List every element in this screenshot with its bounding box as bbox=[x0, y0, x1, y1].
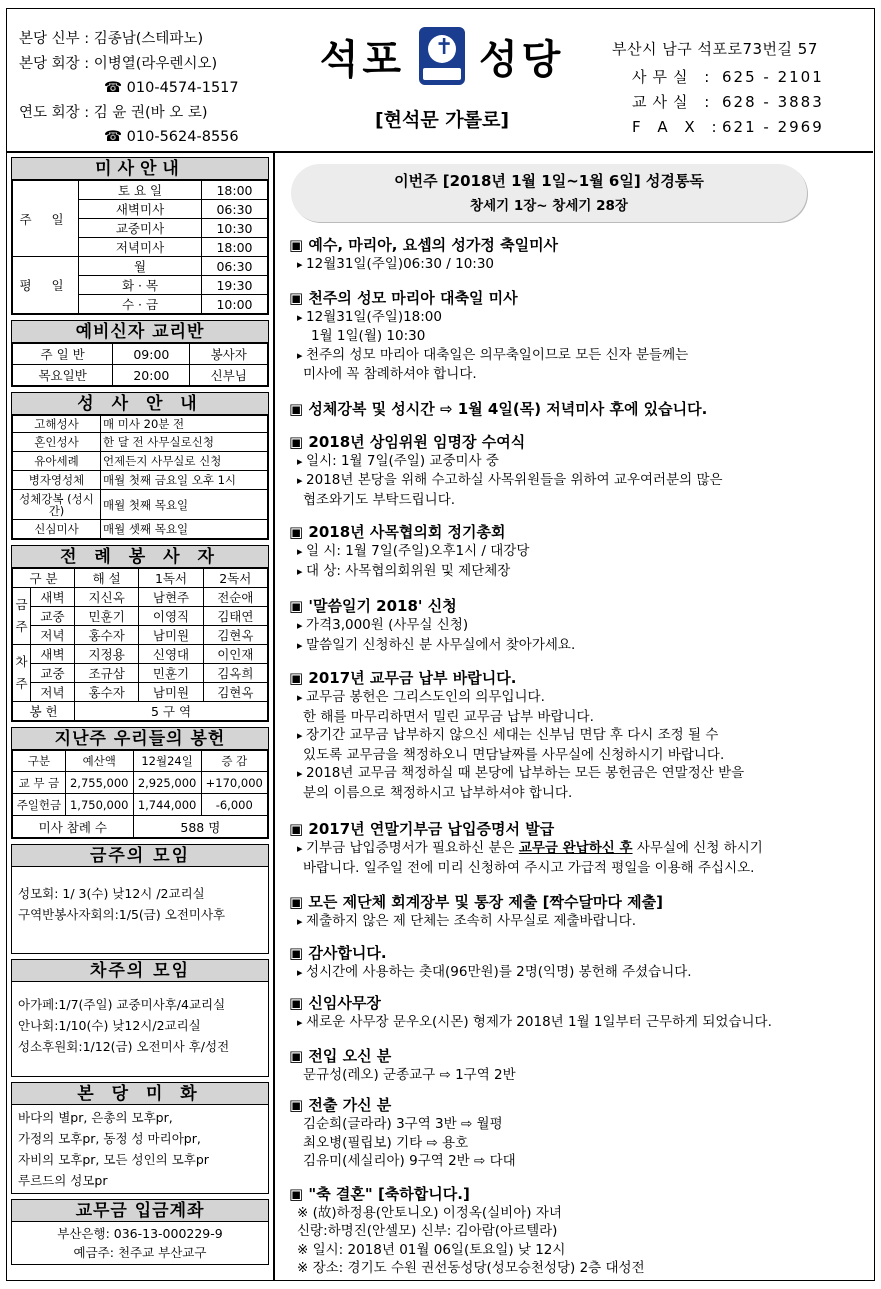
sacrament-guide bbox=[11, 392, 269, 540]
meeting-item: 안나회:1/10(수) 낮12시/2교리실 bbox=[18, 1018, 201, 1033]
this-week-meetings-title: 금주의 모임 bbox=[12, 845, 268, 867]
notice-line: ▸ 장기간 교무금 납부하지 않으신 세대는 신부님 면담 후 다시 조정 될 수 bbox=[289, 726, 874, 746]
mass-time: 06:30 bbox=[202, 200, 268, 219]
sacrament-detail: 매월 첫째 금요일 오후 1시 bbox=[101, 471, 268, 490]
mass-name: 새벽미사 bbox=[79, 200, 202, 219]
notice-line: 있도록 교무금을 책정하오니 면담날짜를 사무실에 신청하시기 바랍니다. bbox=[303, 746, 725, 763]
notice-line: ▸ 말씀일기 신청하신 분 사무실에서 찾아가세요. bbox=[289, 636, 874, 656]
offering-report bbox=[11, 727, 269, 839]
server-slot: 교중 bbox=[31, 664, 75, 683]
server-name: 남미원 bbox=[139, 683, 203, 702]
servers-head: 구 분 bbox=[13, 569, 75, 588]
notice-title: ▣ 성체강복 및 성시간 ⇨ 1월 4일(목) 저녁미사 후에 있습니다. bbox=[289, 398, 874, 419]
mass-name: 수 · 금 bbox=[79, 295, 202, 314]
account-holder: 예금주: 천주교 부산교구 bbox=[73, 1245, 207, 1260]
notice-line: 미사에 꼭 참례하셔야 합니다. bbox=[303, 366, 477, 382]
notice-section bbox=[289, 595, 874, 655]
notice-section bbox=[289, 431, 874, 510]
notice-title: ▣ 신임사무장 bbox=[289, 992, 874, 1013]
notice-title: ▣ 감사합니다. bbox=[289, 942, 874, 963]
mass-name: 교중미사 bbox=[79, 219, 202, 238]
notice-title: ▣ 2018년 사목협의회 정기총회 bbox=[289, 521, 874, 542]
offering-actual: 1,744,000 bbox=[133, 794, 201, 816]
notice-section bbox=[289, 521, 874, 581]
notice-title: ▣ 모든 제단체 회계장부 및 통장 제출 [짝수달마다 제출] bbox=[289, 891, 874, 912]
server-name: 이영직 bbox=[139, 607, 203, 626]
server-slot: 새벽 bbox=[31, 645, 75, 664]
notice-section bbox=[289, 398, 874, 419]
notice-line: ▸ 가격3,000원 (사무실 신청) bbox=[289, 616, 874, 636]
mass-name: 화 · 목 bbox=[79, 276, 202, 295]
this-week-meetings bbox=[11, 844, 269, 954]
sacrament-name: 병자영성체 bbox=[13, 471, 101, 490]
sacrament-title: 성 사 안 내 bbox=[12, 393, 268, 415]
notice-list bbox=[289, 234, 874, 1278]
group-line: 자비의 모후pr, 모든 성인의 모후pr bbox=[18, 1152, 209, 1167]
church-name-b: 성당 bbox=[479, 36, 565, 83]
group-line: 루르드의 성모pr bbox=[18, 1173, 108, 1188]
notice-line: ▸ 2018년 본당을 위해 수고하실 사목위원들을 위하여 교우여러분의 많은 bbox=[289, 471, 874, 491]
notice-line: ▸ 12월31일(주일)06:30 / 10:30 bbox=[289, 255, 874, 275]
bible-reading-title: 이번주 [2018년 1월 1일~1월 6일] 성경통독 bbox=[394, 172, 704, 190]
server-name: 민훈기 bbox=[139, 664, 203, 683]
mass-schedule-title: 미사안내 bbox=[12, 158, 268, 180]
mass-time: 10:00 bbox=[202, 295, 268, 314]
bible-reading-range: 창세기 1장~ 창세기 28장 bbox=[470, 198, 628, 214]
bulletin-page bbox=[6, 8, 875, 1281]
notice-line: 분의 이름으로 책정하시고 납부하셔야 합니다. bbox=[303, 784, 573, 801]
notice-line: 김유미(세실리아) 9구역 2반 ⇨ 다대 bbox=[303, 1153, 516, 1169]
catechumen-class bbox=[11, 320, 269, 387]
notice-section bbox=[289, 234, 874, 275]
class-teacher: 봉사자 bbox=[190, 344, 268, 365]
meeting-item: 성모회: 1/ 3(수) 낮12시 /2교리실 bbox=[18, 886, 205, 901]
notice-section bbox=[289, 891, 874, 932]
mass-name: 토 요 일 bbox=[79, 181, 202, 200]
offertory-value: 5 구 역 bbox=[75, 702, 268, 721]
parish-groups-title: 본 당 미 화 bbox=[12, 1083, 268, 1105]
notice-line: 1월 1일(월) 10:30 bbox=[311, 328, 426, 344]
class-time: 09:00 bbox=[113, 344, 190, 365]
weekday-label: 평 일 bbox=[13, 257, 79, 314]
offering-change: +170,000 bbox=[201, 772, 267, 794]
notice-title: ▣ "축 결혼" [축하합니다.] bbox=[289, 1183, 874, 1204]
notice-section bbox=[289, 942, 874, 983]
notice-title: ▣ 2017년 연말기부금 납입증명서 발급 bbox=[289, 818, 874, 839]
notice-section bbox=[289, 818, 874, 877]
next-week-meetings bbox=[11, 959, 269, 1077]
catechumen-title: 예비신자 교리반 bbox=[12, 321, 268, 343]
meeting-item: 성소후원회:1/12(금) 오전미사 후/성전 bbox=[18, 1039, 230, 1054]
offering-category: 주일헌금 bbox=[13, 794, 66, 816]
notice-section bbox=[289, 1045, 874, 1085]
offering-change: -6,000 bbox=[201, 794, 267, 816]
account-title: 교무금 입금계좌 bbox=[12, 1200, 268, 1222]
notice-title: ▣ 천주의 성모 마리아 대축일 미사 bbox=[289, 287, 874, 308]
offering-category: 교 무 금 bbox=[13, 772, 66, 794]
server-name: 지신옥 bbox=[75, 588, 139, 607]
notice-line: 신랑:하명진(안셀모) 신부: 김아람(아르텔라) bbox=[297, 1223, 558, 1239]
notices-column bbox=[289, 164, 874, 1278]
sacrament-name: 고해성사 bbox=[13, 416, 101, 433]
notice-line: ▸ 일 시: 1월 7일(주일)오후1시 / 대강당 bbox=[289, 542, 874, 562]
notice-line: ▸ 천주의 성모 마리아 대축일은 의무축일이므로 모든 신자 분들께는 bbox=[289, 346, 874, 366]
column-divider bbox=[273, 153, 275, 1280]
notice-line: ▸ 기부금 납입증명서가 필요하신 분은 교무금 완납하신 후 사무실에 신청 하시기 bbox=[289, 839, 874, 859]
offering-head: 12월24일 bbox=[133, 751, 201, 772]
class-name: 주 일 반 bbox=[13, 344, 113, 365]
this-week-label: 금 주 bbox=[13, 588, 31, 645]
attendance-label: 미사 참례 수 bbox=[13, 816, 134, 838]
servers-head: 1독서 bbox=[139, 569, 203, 588]
dues-account bbox=[11, 1199, 269, 1265]
address: 부산시 남구 석포로73번길 57 bbox=[612, 40, 818, 58]
server-name: 신영대 bbox=[139, 645, 203, 664]
mass-name: 월 bbox=[79, 257, 202, 276]
offering-head: 예산액 bbox=[65, 751, 133, 772]
server-name: 남미원 bbox=[139, 626, 203, 645]
notice-title: ▣ '말씀일기 2018' 신청 bbox=[289, 595, 874, 616]
server-name: 김현옥 bbox=[203, 683, 267, 702]
notice-line: ▸ 새로운 사무장 문우오(시몬) 형제가 2018년 1월 1일부터 근무하게 되었습니다. bbox=[289, 1013, 874, 1033]
region-president-phone: ☎ 010-5624-8556 bbox=[104, 129, 239, 145]
teacher-room-label: 교사실 : bbox=[632, 93, 716, 111]
bible-reading-banner bbox=[291, 164, 807, 222]
notice-section bbox=[289, 992, 874, 1033]
notice-line: 협조와기도 부탁드립니다. bbox=[303, 491, 456, 508]
server-name: 홍수자 bbox=[75, 626, 139, 645]
server-slot: 저녁 bbox=[31, 683, 75, 702]
header-staff bbox=[19, 27, 239, 150]
offering-head: 증 감 bbox=[201, 751, 267, 772]
church-subtitle: [현석문 가롤로] bbox=[374, 109, 510, 131]
notice-line: ▸ 성시간에 사용하는 촛대(96만원)를 2명(익명) 봉헌해 주셨습니다. bbox=[289, 963, 874, 983]
servers-head: 2독서 bbox=[203, 569, 267, 588]
notice-section bbox=[289, 287, 874, 384]
sacrament-detail: 언제든지 사무실로 신청 bbox=[101, 452, 268, 471]
parish-groups bbox=[11, 1082, 269, 1194]
offering-title: 지난주 우리들의 봉헌 bbox=[12, 728, 268, 750]
attendance-value: 588 명 bbox=[133, 816, 267, 838]
notice-line: ▸ 2018년 교무금 책정하실 때 본당에 납부하는 모든 봉헌금은 연말정산 받을 bbox=[289, 764, 874, 784]
emphasis-text: 교무금 완납하신 후 bbox=[518, 840, 633, 856]
notice-line: ※ 장소: 경기도 수원 권선동성당(성모승천성당) 2층 대성전 bbox=[297, 1260, 645, 1276]
header-contacts bbox=[612, 37, 824, 140]
server-name: 김현옥 bbox=[203, 626, 267, 645]
notice-section bbox=[289, 1094, 874, 1171]
mass-time: 18:00 bbox=[202, 238, 268, 257]
class-name: 목요일반 bbox=[13, 365, 113, 386]
header-title bbox=[317, 27, 567, 132]
sacrament-name: 성체강복 (성시간) bbox=[13, 490, 101, 520]
sacrament-name: 신심미사 bbox=[13, 520, 101, 539]
fax-label: F A X : bbox=[632, 118, 723, 136]
servers-title: 전 례 봉 사 자 bbox=[12, 546, 268, 568]
bank-account: 부산은행: 036-13-000229-9 bbox=[57, 1226, 223, 1241]
offering-actual: 2,925,000 bbox=[133, 772, 201, 794]
notice-title: ▣ 2018년 상임위원 임명장 수여식 bbox=[289, 431, 874, 452]
mass-time: 19:30 bbox=[202, 276, 268, 295]
group-line: 가정의 모후pr, 동정 성 마리아pr, bbox=[18, 1131, 201, 1146]
notice-line: 김순희(글라라) 3구역 3반 ⇨ 월평 bbox=[303, 1116, 503, 1132]
notice-title: ▣ 2017년 교무금 납부 바랍니다. bbox=[289, 667, 874, 688]
sacrament-detail: 매월 첫째 목요일 bbox=[101, 490, 268, 520]
notice-line: 최오병(필립보) 기타 ⇨ 용호 bbox=[303, 1134, 469, 1151]
church-logo-icon bbox=[419, 27, 465, 85]
notice-line: ※ 일시: 2018년 01월 06일(토요일) 낮 12시 bbox=[297, 1241, 566, 1258]
notice-line: ▸ 제출하지 않은 제 단체는 조속히 사무실로 제출바랍니다. bbox=[289, 912, 874, 932]
notice-line: ▸ 대 상: 사목협의회위원 및 제단체장 bbox=[289, 562, 874, 582]
offering-head: 구분 bbox=[13, 751, 66, 772]
server-name: 남현주 bbox=[139, 588, 203, 607]
servers-head: 해 설 bbox=[75, 569, 139, 588]
server-slot: 새벽 bbox=[31, 588, 75, 607]
sacrament-detail: 매 미사 20분 전 bbox=[101, 416, 268, 433]
server-name: 홍수자 bbox=[75, 683, 139, 702]
class-time: 20:00 bbox=[113, 365, 190, 386]
meeting-item: 구역반봉사자회의:1/5(금) 오전미사후 bbox=[18, 907, 226, 922]
office-phone: 625 - 2101 bbox=[722, 68, 824, 86]
offering-budget: 1,750,000 bbox=[65, 794, 133, 816]
region-president-info: 연도 회장 : 김 윤 권(바 오 로) bbox=[19, 104, 208, 121]
sacrament-name: 유아세례 bbox=[13, 452, 101, 471]
server-slot: 저녁 bbox=[31, 626, 75, 645]
sacrament-name: 혼인성사 bbox=[13, 433, 101, 452]
mass-schedule bbox=[11, 157, 269, 315]
server-slot: 교중 bbox=[31, 607, 75, 626]
pastor-info: 본당 신부 : 김종남(스테파노) bbox=[19, 31, 204, 47]
server-name: 김태연 bbox=[203, 607, 267, 626]
liturgy-servers bbox=[11, 545, 269, 722]
left-column bbox=[11, 157, 269, 1270]
server-name: 민훈기 bbox=[75, 607, 139, 626]
notice-title: ▣ 전입 오신 분 bbox=[289, 1045, 874, 1066]
notice-line: 문규성(레오) 군종교구 ⇨ 1구역 2반 bbox=[303, 1066, 516, 1083]
meeting-item: 아가페:1/7(주일) 교중미사후/4교리실 bbox=[18, 997, 226, 1012]
server-name: 전순애 bbox=[203, 588, 267, 607]
next-week-label: 차 주 bbox=[13, 645, 31, 702]
sunday-label: 주 일 bbox=[13, 181, 79, 257]
mass-time: 18:00 bbox=[202, 181, 268, 200]
notice-line: ▸ 12월31일(주일)18:00 bbox=[289, 308, 874, 328]
notice-section bbox=[289, 667, 874, 802]
next-week-meetings-title: 차주의 모임 bbox=[12, 960, 268, 982]
president-phone: ☎ 010-4574-1517 bbox=[104, 80, 239, 96]
mass-time: 06:30 bbox=[202, 257, 268, 276]
server-name: 이인재 bbox=[203, 645, 267, 664]
server-name: 지정용 bbox=[75, 645, 139, 664]
president-info: 본당 회장 : 이병열(라우렌시오) bbox=[19, 55, 218, 72]
office-label: 사무실 : bbox=[632, 68, 716, 86]
notice-section bbox=[289, 1183, 874, 1278]
server-name: 조규삼 bbox=[75, 664, 139, 683]
header bbox=[7, 9, 873, 153]
notice-line: ▸ 교무금 봉헌은 그리스도인의 의무입니다. bbox=[289, 688, 874, 708]
server-name: 김옥희 bbox=[203, 664, 267, 683]
fax-number: 621 - 2969 bbox=[722, 118, 824, 136]
sacrament-detail: 한 달 전 사무실로신청 bbox=[101, 433, 268, 452]
group-line: 바다의 별pr, 은총의 모후pr, bbox=[18, 1110, 173, 1125]
teacher-room-phone: 628 - 3883 bbox=[722, 93, 824, 111]
church-name bbox=[317, 27, 567, 85]
church-name-a: 석포 bbox=[319, 36, 405, 83]
mass-name: 저녁미사 bbox=[79, 238, 202, 257]
notice-line: 한 해를 마무리하면서 밀린 교무금 납부 바랍니다. bbox=[303, 708, 594, 725]
notice-line: 바랍니다. 일주일 전에 미리 신청하여 주시고 가급적 평일을 이용해 주십시오. bbox=[303, 859, 755, 876]
mass-time: 10:30 bbox=[202, 219, 268, 238]
notice-line: ※ (故)하정용(안토니오) 이정옥(실비아) 자녀 bbox=[297, 1204, 562, 1221]
class-teacher: 신부님 bbox=[190, 365, 268, 386]
offering-budget: 2,755,000 bbox=[65, 772, 133, 794]
notice-title: ▣ 전출 가신 분 bbox=[289, 1094, 874, 1115]
notice-title: ▣ 예수, 마리아, 요셉의 성가정 축일미사 bbox=[289, 234, 874, 255]
offertory-label: 봉 헌 bbox=[13, 702, 75, 721]
notice-line: ▸ 일시: 1월 7일(주일) 교중미사 중 bbox=[289, 452, 874, 472]
sacrament-detail: 매월 셋째 목요일 bbox=[101, 520, 268, 539]
